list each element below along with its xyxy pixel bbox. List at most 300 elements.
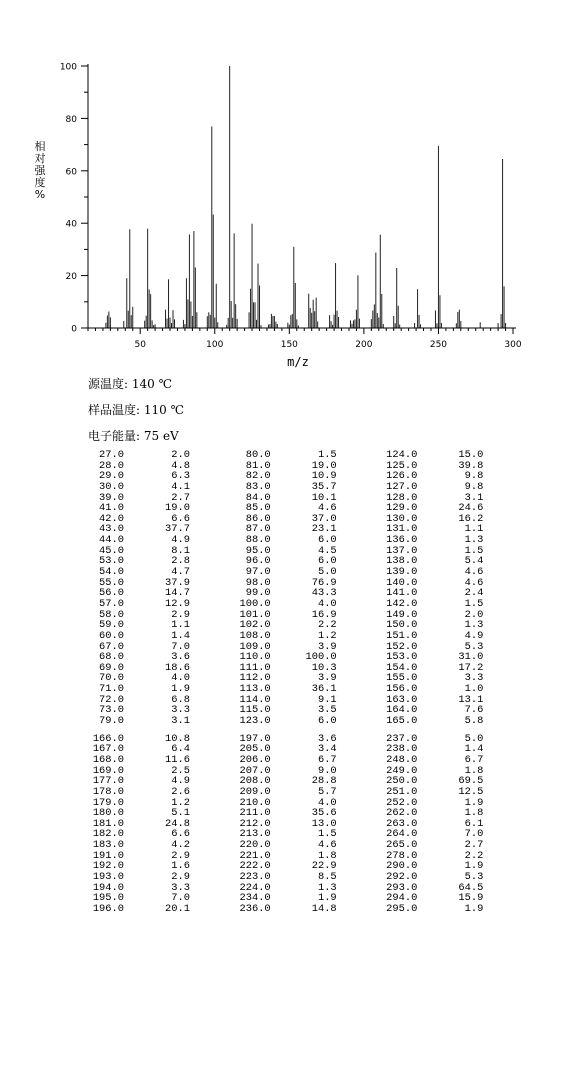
peak-abundance: 1.5 — [464, 544, 484, 557]
peak-mz: 99.0 — [245, 587, 271, 600]
peak-mz: 278.0 — [386, 849, 418, 862]
peak-mz: 290.0 — [386, 860, 418, 873]
peak-mz: 207.0 — [239, 764, 271, 777]
peak-row — [373, 716, 520, 727]
peak-abundance: 37.9 — [165, 576, 190, 589]
peak-abundance: 6.1 — [464, 817, 484, 830]
peak-mz: 73.0 — [99, 704, 124, 717]
peak-mz: 197.0 — [239, 732, 271, 745]
condition-label: 样品温度: — [88, 403, 141, 417]
x-tick-label: 150 — [280, 340, 298, 350]
peak-row — [373, 755, 520, 766]
peak-mz: 238.0 — [386, 743, 418, 756]
peak-abundance: 28.8 — [311, 775, 337, 788]
peak-abundance: 2.9 — [171, 849, 190, 862]
peak-abundance: 2.0 — [464, 608, 484, 621]
peak-abundance: 5.4 — [464, 555, 484, 568]
peak-mz: 149.0 — [386, 608, 418, 621]
peak-mz: 168.0 — [92, 753, 124, 766]
peak-abundance: 4.6 — [464, 566, 484, 579]
peak-abundance: 1.9 — [464, 860, 484, 873]
peak-abundance: 31.0 — [458, 651, 484, 664]
peak-abundance: 2.4 — [464, 587, 484, 600]
peak-abundance: 4.9 — [464, 629, 484, 642]
peak-row — [80, 904, 227, 915]
peak-row — [80, 599, 227, 610]
peak-mz: 83.0 — [245, 480, 271, 493]
peak-mz: 209.0 — [239, 785, 271, 798]
peak-mz: 152.0 — [386, 640, 418, 653]
peak-mz: 164.0 — [386, 704, 418, 717]
peak-mz: 141.0 — [386, 587, 418, 600]
y-tick-label: 60 — [65, 167, 77, 178]
peak-abundance: 15.0 — [458, 449, 484, 461]
peak-abundance: 4.6 — [317, 839, 337, 852]
peak-abundance: 12.5 — [458, 785, 484, 798]
peak-mz: 165.0 — [386, 715, 418, 728]
peak-abundance: 3.3 — [464, 672, 484, 685]
peak-row — [373, 904, 520, 915]
peak-mz: 222.0 — [239, 860, 271, 873]
peak-mz: 100.0 — [239, 597, 271, 610]
peak-mz: 221.0 — [239, 849, 271, 862]
peak-abundance: 1.1 — [171, 619, 190, 632]
peak-abundance: 4.1 — [171, 480, 190, 493]
peak-abundance: 69.5 — [458, 775, 484, 788]
peak-mz: 45.0 — [99, 544, 124, 557]
peak-abundance: 6.0 — [317, 715, 337, 728]
condition-label: 电子能量: — [88, 429, 141, 443]
peak-mz: 181.0 — [92, 817, 124, 830]
peak-mz: 136.0 — [386, 534, 418, 547]
peak-abundance: 2.9 — [171, 870, 190, 883]
x-tick-label: 300 — [504, 340, 522, 350]
peak-abundance: 5.7 — [317, 785, 337, 798]
peak-mz: 69.0 — [99, 661, 124, 674]
peak-table-column — [227, 450, 374, 727]
peak-abundance: 24.6 — [458, 502, 484, 515]
peak-abundance: 5.1 — [171, 807, 190, 820]
peak-abundance: 9.8 — [464, 480, 484, 493]
peak-abundance: 5.3 — [464, 640, 484, 653]
peak-mz: 194.0 — [92, 881, 124, 894]
peak-abundance: 10.3 — [311, 661, 337, 674]
peak-abundance: 1.8 — [464, 807, 484, 820]
peak-mz: 167.0 — [92, 743, 124, 756]
peak-mz: 115.0 — [239, 704, 271, 717]
peak-abundance: 5.3 — [464, 870, 484, 883]
peak-row — [373, 599, 520, 610]
peak-abundance: 1.4 — [464, 743, 484, 756]
peak-table-block — [80, 734, 520, 915]
peak-table-column — [373, 450, 520, 727]
peak-mz: 237.0 — [386, 732, 418, 745]
peak-mz: 205.0 — [239, 743, 271, 756]
peak-mz: 195.0 — [92, 892, 124, 905]
peak-row — [80, 755, 227, 766]
peak-abundance: 10.1 — [311, 491, 337, 504]
peak-mz: 178.0 — [92, 785, 124, 798]
peak-mz: 128.0 — [386, 491, 418, 504]
y-axis-label-char: 相 — [34, 140, 46, 153]
peak-abundance: 3.3 — [171, 704, 190, 717]
peak-table-column — [80, 450, 227, 727]
peak-mz: 211.0 — [239, 807, 271, 820]
peak-mz: 295.0 — [386, 902, 418, 915]
peak-abundance: 1.1 — [464, 523, 484, 536]
peak-abundance: 8.1 — [171, 544, 190, 557]
peak-abundance: 6.7 — [317, 753, 337, 766]
peak-abundance: 1.6 — [171, 860, 190, 873]
peak-abundance: 4.9 — [171, 775, 190, 788]
peak-abundance: 100.0 — [305, 651, 337, 664]
peak-abundance: 5.0 — [464, 732, 484, 745]
mass-spectrum-chart — [0, 0, 570, 380]
peak-mz: 53.0 — [99, 555, 124, 568]
peak-mz: 86.0 — [245, 512, 271, 525]
peak-mz: 124.0 — [386, 449, 418, 461]
peak-mz: 72.0 — [99, 693, 124, 706]
peak-abundance: 18.6 — [165, 661, 190, 674]
peak-abundance: 39.8 — [458, 459, 484, 472]
peak-abundance: 4.2 — [171, 839, 190, 852]
peak-abundance: 24.8 — [165, 817, 190, 830]
peak-abundance: 1.9 — [464, 796, 484, 809]
peak-mz: 138.0 — [386, 555, 418, 568]
y-axis-label-char: 度 — [34, 176, 46, 189]
peak-mz: 150.0 — [386, 619, 418, 632]
peak-mz: 85.0 — [245, 502, 271, 515]
peak-mz: 210.0 — [239, 796, 271, 809]
peak-abundance: 4.0 — [317, 796, 337, 809]
peak-abundance: 14.8 — [311, 902, 337, 915]
peak-abundance: 4.5 — [317, 544, 337, 557]
peak-abundance: 3.5 — [317, 704, 337, 717]
peak-mz: 248.0 — [386, 753, 418, 766]
peak-abundance: 1.0 — [464, 683, 484, 696]
peak-abundance: 17.2 — [458, 661, 484, 674]
peak-mz: 208.0 — [239, 775, 271, 788]
peak-mz: 84.0 — [245, 491, 271, 504]
peak-row — [227, 599, 374, 610]
peak-mz: 193.0 — [92, 870, 124, 883]
peak-mz: 113.0 — [239, 683, 271, 696]
y-tick-label: 80 — [65, 114, 77, 125]
x-tick-label: 50 — [134, 340, 146, 350]
peak-abundance: 4.0 — [317, 597, 337, 610]
peak-abundance: 23.1 — [311, 523, 337, 536]
peak-mz: 111.0 — [239, 661, 271, 674]
peak-abundance: 35.6 — [311, 807, 337, 820]
peak-abundance: 4.6 — [317, 502, 337, 515]
peak-mz: 180.0 — [92, 807, 124, 820]
peak-mz: 70.0 — [99, 672, 124, 685]
peak-table-block — [80, 450, 520, 727]
peak-mz: 224.0 — [239, 881, 271, 894]
x-tick-label: 100 — [206, 340, 224, 350]
y-axis-label-char: 对 — [34, 152, 46, 165]
peak-abundance: 11.6 — [165, 753, 190, 766]
peak-abundance: 1.3 — [317, 881, 337, 894]
peak-abundance: 9.0 — [317, 764, 337, 777]
peak-mz: 95.0 — [245, 544, 271, 557]
peak-row — [227, 631, 374, 642]
peak-abundance: 37.0 — [311, 512, 337, 525]
peak-mz: 206.0 — [239, 753, 271, 766]
peak-abundance: 6.4 — [171, 743, 190, 756]
y-tick-label: 0 — [71, 324, 77, 335]
peak-row — [227, 482, 374, 493]
peak-mz: 264.0 — [386, 828, 418, 841]
peak-abundance: 6.8 — [171, 693, 190, 706]
peak-mz: 127.0 — [386, 480, 418, 493]
peak-abundance: 76.9 — [311, 576, 337, 589]
peak-abundance: 3.9 — [317, 672, 337, 685]
peak-mz: 30.0 — [99, 480, 124, 493]
peak-abundance: 2.8 — [171, 555, 190, 568]
peak-abundance: 1.3 — [464, 619, 484, 632]
peak-abundance: 2.9 — [171, 608, 190, 621]
peak-mz: 156.0 — [386, 683, 418, 696]
peak-abundance: 36.1 — [311, 683, 337, 696]
peak-mz: 59.0 — [99, 619, 124, 632]
peak-abundance: 10.9 — [311, 470, 337, 483]
peak-abundance: 64.5 — [458, 881, 484, 894]
peak-mz: 67.0 — [99, 640, 124, 653]
peak-abundance: 10.8 — [165, 732, 190, 745]
peak-abundance: 4.0 — [171, 672, 190, 685]
peak-mz: 169.0 — [92, 764, 124, 777]
peak-mz: 163.0 — [386, 693, 418, 706]
peak-abundance: 1.5 — [464, 597, 484, 610]
peak-mz: 80.0 — [245, 449, 271, 461]
peak-mz: 294.0 — [386, 892, 418, 905]
peak-mz: 182.0 — [92, 828, 124, 841]
peak-mz: 42.0 — [99, 512, 124, 525]
peak-mz: 96.0 — [245, 555, 271, 568]
peak-mz: 28.0 — [99, 459, 124, 472]
peak-abundance: 16.2 — [458, 512, 484, 525]
peak-abundance: 1.9 — [171, 683, 190, 696]
peak-mz: 56.0 — [99, 587, 124, 600]
peak-abundance: 20.1 — [165, 902, 190, 915]
peak-mz: 130.0 — [386, 512, 418, 525]
peak-mz: 98.0 — [245, 576, 271, 589]
peak-mz: 108.0 — [239, 629, 271, 642]
peak-abundance: 13.1 — [458, 693, 484, 706]
peak-mz: 88.0 — [245, 534, 271, 547]
peak-abundance: 9.8 — [464, 470, 484, 483]
peak-table-column — [80, 734, 227, 915]
peak-mz: 109.0 — [239, 640, 271, 653]
peak-abundance: 1.5 — [317, 449, 337, 461]
peak-mz: 41.0 — [99, 502, 124, 515]
peak-table-column — [373, 734, 520, 915]
peak-mz: 87.0 — [245, 523, 271, 536]
peak-abundance: 7.0 — [171, 892, 190, 905]
peak-abundance: 12.9 — [165, 597, 190, 610]
peak-abundance: 15.9 — [458, 892, 484, 905]
peak-abundance: 1.4 — [171, 629, 190, 642]
peak-mz: 97.0 — [245, 566, 271, 579]
peak-mz: 27.0 — [99, 449, 124, 461]
peak-mz: 137.0 — [386, 544, 418, 557]
condition-value: 140 ℃ — [131, 377, 173, 391]
peak-mz: 131.0 — [386, 523, 418, 536]
y-axis-label — [35, 139, 47, 201]
peak-mz: 250.0 — [386, 775, 418, 788]
peak-mz: 68.0 — [99, 651, 124, 664]
peak-mz: 151.0 — [386, 629, 418, 642]
peak-abundance: 3.1 — [464, 491, 484, 504]
peak-row — [373, 482, 520, 493]
peak-row — [227, 904, 374, 915]
peak-abundance: 6.6 — [171, 828, 190, 841]
peak-mz: 139.0 — [386, 566, 418, 579]
peak-mz: 179.0 — [92, 796, 124, 809]
peak-abundance: 1.5 — [317, 828, 337, 841]
peak-mz: 112.0 — [239, 672, 271, 685]
peak-abundance: 4.7 — [171, 566, 190, 579]
peak-abundance: 5.0 — [317, 566, 337, 579]
peak-mz: 60.0 — [99, 629, 124, 642]
peak-mz: 71.0 — [99, 683, 124, 696]
peak-abundance: 8.5 — [317, 870, 337, 883]
peak-mz: 263.0 — [386, 817, 418, 830]
condition-sample-temperature — [88, 401, 184, 418]
peak-abundance: 3.6 — [171, 651, 190, 664]
peak-abundance: 14.7 — [165, 587, 190, 600]
peak-mz: 101.0 — [239, 608, 271, 621]
peak-abundance: 7.6 — [464, 704, 484, 717]
peak-mz: 196.0 — [92, 902, 124, 915]
peak-abundance: 1.8 — [464, 764, 484, 777]
peak-row — [373, 631, 520, 642]
peak-mz: 57.0 — [99, 597, 124, 610]
peak-mz: 236.0 — [239, 902, 271, 915]
peak-row — [80, 716, 227, 727]
peak-mz: 251.0 — [386, 785, 418, 798]
peak-mz: 155.0 — [386, 672, 418, 685]
peak-mz: 223.0 — [239, 870, 271, 883]
peak-abundance: 2.2 — [317, 619, 337, 632]
peak-mz: 212.0 — [239, 817, 271, 830]
peak-abundance: 19.0 — [165, 502, 190, 515]
y-tick-label: 40 — [65, 219, 77, 230]
peak-abundance: 37.7 — [165, 523, 190, 536]
condition-label: 源温度: — [88, 377, 129, 391]
peak-mz: 265.0 — [386, 839, 418, 852]
peak-mz: 29.0 — [99, 470, 124, 483]
peak-mz: 82.0 — [245, 470, 271, 483]
peak-mz: 213.0 — [239, 828, 271, 841]
peak-mz: 123.0 — [239, 715, 271, 728]
peak-abundance: 43.3 — [311, 587, 337, 600]
peak-mz: 142.0 — [386, 597, 418, 610]
peak-mz: 102.0 — [239, 619, 271, 632]
x-tick-label: 250 — [429, 340, 448, 350]
peak-abundance: 2.2 — [464, 849, 484, 862]
peak-abundance: 6.6 — [171, 512, 190, 525]
peak-abundance: 3.1 — [171, 715, 190, 728]
peak-mz: 154.0 — [386, 661, 418, 674]
peak-mz: 81.0 — [245, 459, 271, 472]
peak-mz: 252.0 — [386, 796, 418, 809]
chart-axes — [60, 63, 522, 351]
peak-mz: 129.0 — [386, 502, 418, 515]
peak-mz: 153.0 — [386, 651, 418, 664]
condition-electron-energy — [88, 427, 179, 444]
peak-abundance: 1.3 — [464, 534, 484, 547]
peak-mz: 39.0 — [99, 491, 124, 504]
peak-mz: 234.0 — [239, 892, 271, 905]
peak-mz: 54.0 — [99, 566, 124, 579]
peak-abundance: 4.9 — [171, 534, 190, 547]
peak-abundance: 6.7 — [464, 753, 484, 766]
peak-mz: 191.0 — [92, 849, 124, 862]
peak-row — [80, 787, 227, 798]
y-axis-label-char: 强 — [34, 164, 46, 177]
x-axis-label: m/z — [287, 355, 309, 369]
peak-mz: 55.0 — [99, 576, 124, 589]
peak-abundance: 9.1 — [317, 693, 337, 706]
peak-table — [80, 450, 520, 915]
peak-row — [227, 787, 374, 798]
peak-abundance: 1.2 — [317, 629, 337, 642]
peak-mz: 110.0 — [239, 651, 271, 664]
peak-abundance: 2.7 — [171, 491, 190, 504]
peak-row — [373, 787, 520, 798]
peak-mz: 183.0 — [92, 839, 124, 852]
peak-mz: 44.0 — [99, 534, 124, 547]
peak-abundance: 7.0 — [464, 828, 484, 841]
peak-abundance: 1.9 — [317, 892, 337, 905]
peak-abundance: 3.6 — [317, 732, 337, 745]
peak-abundance: 1.9 — [464, 902, 484, 915]
condition-source-temperature — [88, 375, 172, 392]
peak-mz: 262.0 — [386, 807, 418, 820]
peak-abundance: 19.0 — [311, 459, 337, 472]
peak-abundance: 6.0 — [317, 555, 337, 568]
peak-abundance: 1.8 — [317, 849, 337, 862]
peak-abundance: 1.2 — [171, 796, 190, 809]
peak-abundance: 22.9 — [311, 860, 337, 873]
peak-row — [227, 716, 374, 727]
peak-mz: 126.0 — [386, 470, 418, 483]
peak-abundance: 3.4 — [317, 743, 337, 756]
peak-mz: 293.0 — [386, 881, 418, 894]
spectrum-peaks — [106, 66, 506, 328]
peak-abundance: 3.9 — [317, 640, 337, 653]
peak-abundance: 4.8 — [171, 459, 190, 472]
peak-mz: 192.0 — [92, 860, 124, 873]
condition-value: 110 ℃ — [143, 403, 185, 417]
peak-mz: 220.0 — [239, 839, 271, 852]
peak-table-column — [227, 734, 374, 915]
condition-value: 75 eV — [143, 429, 179, 443]
peak-row — [227, 755, 374, 766]
peak-mz: 58.0 — [99, 608, 124, 621]
y-tick-label: 20 — [65, 272, 77, 283]
peak-abundance: 16.9 — [311, 608, 337, 621]
peak-abundance: 4.6 — [464, 576, 484, 589]
peak-mz: 114.0 — [239, 693, 271, 706]
peak-mz: 249.0 — [386, 764, 418, 777]
peak-abundance: 6.3 — [171, 470, 190, 483]
peak-mz: 292.0 — [386, 870, 418, 883]
x-tick-label: 200 — [355, 340, 373, 350]
peak-abundance: 2.6 — [171, 785, 190, 798]
